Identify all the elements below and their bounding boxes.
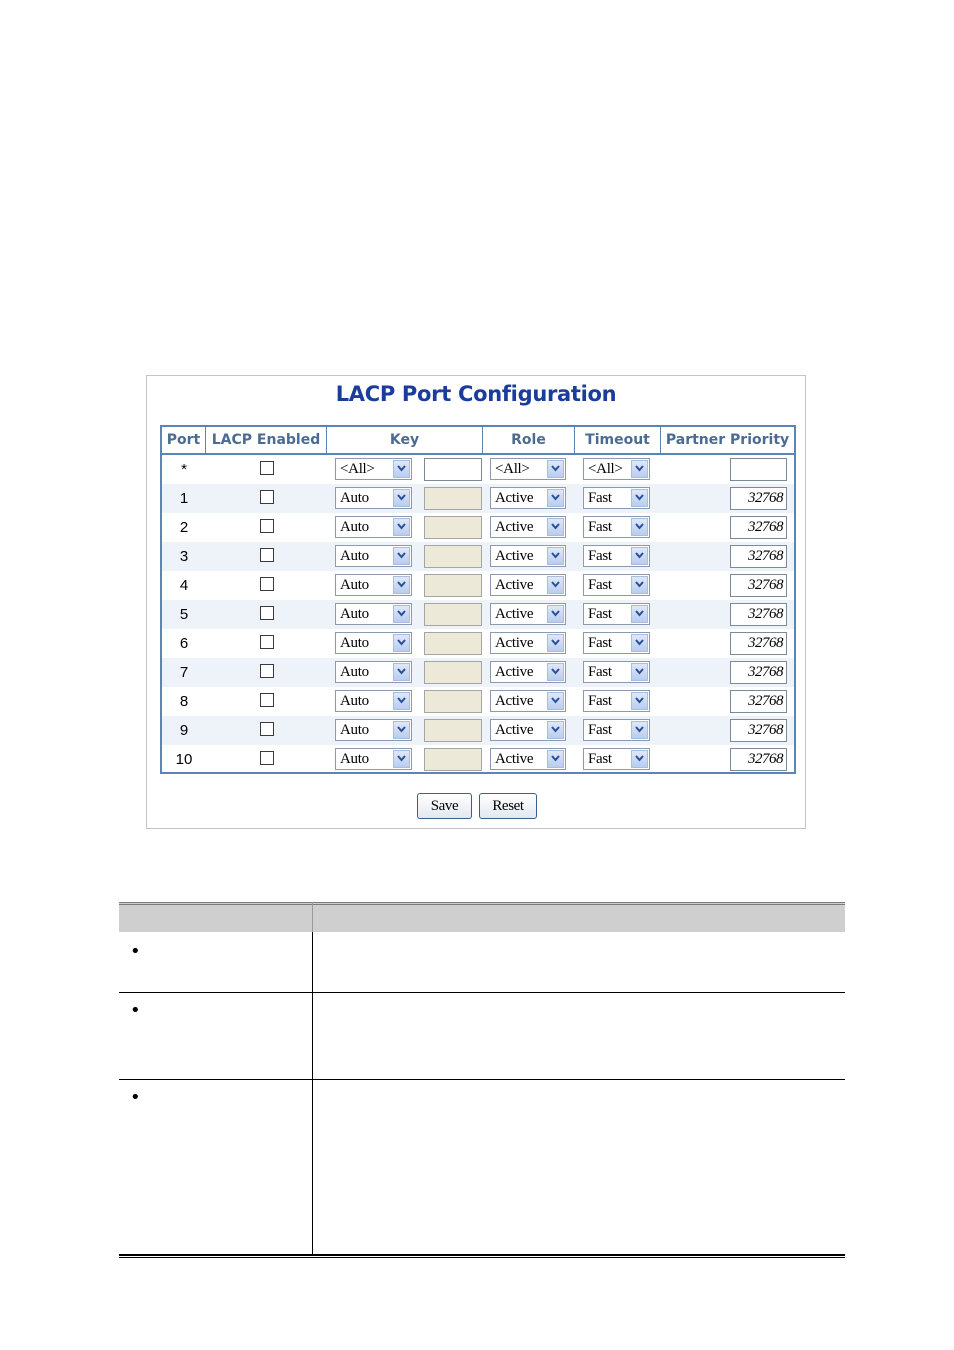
- key-value-input[interactable]: [424, 458, 482, 481]
- table-row: [162, 745, 794, 774]
- key-value-input[interactable]: [424, 632, 482, 655]
- key-select[interactable]: [335, 458, 412, 480]
- role-select[interactable]: [490, 719, 566, 741]
- table-row: [162, 600, 794, 629]
- key-select-value: Auto: [340, 548, 369, 564]
- lacp-port-table: [160, 425, 796, 774]
- key-select[interactable]: [335, 748, 412, 770]
- role-select-value: Active: [495, 519, 534, 535]
- lacp-enabled-checkbox[interactable]: [260, 577, 274, 591]
- header-role: Role: [483, 427, 575, 453]
- header-partner-priority: Partner Priority: [665, 432, 790, 448]
- chevron-down-icon: [547, 460, 564, 478]
- timeout-select[interactable]: [583, 574, 650, 596]
- partner-priority-input[interactable]: 32768: [730, 661, 787, 684]
- role-select[interactable]: [490, 516, 566, 538]
- port-cell: 8: [179, 693, 189, 710]
- chevron-down-icon: [547, 576, 564, 594]
- port-cell: 1: [179, 490, 189, 507]
- partner-priority-input[interactable]: 32768: [730, 632, 787, 655]
- table-row: [162, 629, 794, 658]
- key-value-input[interactable]: [424, 516, 482, 539]
- key-select-value: Auto: [340, 722, 369, 738]
- row-divider: [119, 992, 845, 993]
- port-cell: 2: [179, 519, 189, 536]
- save-button[interactable]: Save: [417, 793, 472, 819]
- role-select-value: Active: [495, 490, 534, 506]
- chevron-down-icon: [631, 547, 648, 565]
- key-select[interactable]: [335, 690, 412, 712]
- key-select-value: Auto: [340, 664, 369, 680]
- chevron-down-icon: [393, 692, 410, 710]
- key-select-value: Auto: [340, 635, 369, 651]
- port-cell: 6: [179, 635, 189, 652]
- description-table-header: [119, 902, 845, 932]
- table-row: [162, 484, 794, 513]
- timeout-select[interactable]: [583, 748, 650, 770]
- chevron-down-icon: [631, 634, 648, 652]
- key-value-input[interactable]: [424, 603, 482, 626]
- partner-priority-input[interactable]: 32768: [730, 545, 787, 568]
- chevron-down-icon: [393, 750, 410, 768]
- role-select[interactable]: [490, 632, 566, 654]
- chevron-down-icon: [393, 547, 410, 565]
- header-timeout: Timeout: [575, 427, 661, 453]
- chevron-down-icon: [631, 750, 648, 768]
- table-bottom-border: [119, 1254, 845, 1258]
- role-select[interactable]: [490, 748, 566, 770]
- chevron-down-icon: [547, 692, 564, 710]
- header-key: Key: [327, 427, 483, 453]
- port-cell: 9: [179, 722, 189, 739]
- lacp-enabled-checkbox[interactable]: [260, 606, 274, 620]
- header-divider: [312, 902, 313, 932]
- role-select[interactable]: [490, 458, 566, 480]
- chevron-down-icon: [631, 460, 648, 478]
- chevron-down-icon: [547, 750, 564, 768]
- timeout-select-value: Fast: [588, 664, 612, 680]
- timeout-select-value: Fast: [588, 606, 612, 622]
- row-divider: [119, 1079, 845, 1080]
- role-select[interactable]: [490, 574, 566, 596]
- timeout-select[interactable]: [583, 487, 650, 509]
- role-select-value: Active: [495, 722, 534, 738]
- reset-button[interactable]: Reset: [479, 793, 537, 819]
- chevron-down-icon: [393, 518, 410, 536]
- port-cell: 3: [179, 548, 189, 565]
- chevron-down-icon: [631, 489, 648, 507]
- role-select[interactable]: [490, 661, 566, 683]
- timeout-select[interactable]: [583, 516, 650, 538]
- key-select-value: Auto: [340, 519, 369, 535]
- key-select-value: Auto: [340, 577, 369, 593]
- role-select[interactable]: [490, 545, 566, 567]
- chevron-down-icon: [631, 721, 648, 739]
- key-select-value: Auto: [340, 693, 369, 709]
- role-select-value: Active: [495, 606, 534, 622]
- port-cell: 7: [179, 664, 189, 681]
- header-lacp-enabled: LACP Enabled: [206, 427, 327, 453]
- role-select[interactable]: [490, 690, 566, 712]
- lacp-enabled-checkbox[interactable]: [260, 722, 274, 736]
- timeout-select-value: Fast: [588, 519, 612, 535]
- column-divider: [312, 932, 313, 1254]
- chevron-down-icon: [631, 518, 648, 536]
- table-row-wildcard: [162, 455, 794, 484]
- key-select-value: Auto: [340, 751, 369, 767]
- partner-priority-input[interactable]: 32768: [730, 690, 787, 713]
- chevron-down-icon: [631, 663, 648, 681]
- timeout-select[interactable]: [583, 603, 650, 625]
- lacp-enabled-checkbox[interactable]: [260, 635, 274, 649]
- timeout-select-value: Fast: [588, 548, 612, 564]
- chevron-down-icon: [547, 663, 564, 681]
- port-cell: 5: [179, 606, 189, 623]
- partner-priority-input[interactable]: [730, 458, 787, 481]
- chevron-down-icon: [547, 634, 564, 652]
- chevron-down-icon: [393, 663, 410, 681]
- partner-priority-input[interactable]: 32768: [730, 603, 787, 626]
- port-cell: 4: [179, 577, 189, 594]
- chevron-down-icon: [631, 576, 648, 594]
- lacp-port-configuration-panel: [146, 375, 806, 829]
- table-row: [162, 513, 794, 542]
- key-value-input[interactable]: [424, 748, 482, 771]
- key-select-value: Auto: [340, 606, 369, 622]
- partner-priority-input[interactable]: 32768: [730, 748, 787, 771]
- partner-priority-input[interactable]: 32768: [730, 574, 787, 597]
- chevron-down-icon: [547, 518, 564, 536]
- timeout-select[interactable]: [583, 661, 650, 683]
- lacp-enabled-checkbox[interactable]: [260, 519, 274, 533]
- key-select[interactable]: [335, 574, 412, 596]
- timeout-select-value: Fast: [588, 635, 612, 651]
- key-select[interactable]: [335, 603, 412, 625]
- key-value-input[interactable]: [424, 690, 482, 713]
- partner-priority-input[interactable]: 32768: [730, 487, 787, 510]
- key-select[interactable]: [335, 719, 412, 741]
- key-select[interactable]: [335, 516, 412, 538]
- chevron-down-icon: [631, 605, 648, 623]
- chevron-down-icon: [547, 547, 564, 565]
- role-select-value: Active: [495, 751, 534, 767]
- key-select[interactable]: [335, 487, 412, 509]
- table-row: [162, 687, 794, 716]
- key-select[interactable]: [335, 632, 412, 654]
- chevron-down-icon: [393, 576, 410, 594]
- key-value-input[interactable]: [424, 545, 482, 568]
- timeout-select-value: Fast: [588, 751, 612, 767]
- timeout-select[interactable]: [583, 632, 650, 654]
- role-select[interactable]: [490, 603, 566, 625]
- description-table: [119, 902, 845, 1258]
- table-row: [162, 571, 794, 600]
- timeout-select-value: Fast: [588, 722, 612, 738]
- chevron-down-icon: [547, 605, 564, 623]
- role-select-value: <All>: [495, 461, 530, 477]
- chevron-down-icon: [393, 721, 410, 739]
- timeout-select-value: Fast: [588, 577, 612, 593]
- timeout-select-value: Fast: [588, 693, 612, 709]
- key-select[interactable]: [335, 661, 412, 683]
- table-row: [162, 658, 794, 687]
- chevron-down-icon: [393, 634, 410, 652]
- port-cell: 10: [175, 751, 193, 768]
- role-select-value: Active: [495, 548, 534, 564]
- role-select-value: Active: [495, 664, 534, 680]
- lacp-enabled-checkbox[interactable]: [260, 751, 274, 765]
- chevron-down-icon: [393, 460, 410, 478]
- bullet-object: •: [130, 1000, 141, 1021]
- chevron-down-icon: [631, 692, 648, 710]
- key-value-input[interactable]: [424, 574, 482, 597]
- lacp-enabled-checkbox[interactable]: [260, 548, 274, 562]
- bullet-object: •: [130, 1087, 141, 1108]
- key-select[interactable]: [335, 545, 412, 567]
- timeout-select-value: Fast: [588, 490, 612, 506]
- timeout-select[interactable]: [583, 458, 650, 480]
- table-header: [162, 427, 794, 455]
- table-row: [162, 542, 794, 571]
- key-value-input[interactable]: [424, 661, 482, 684]
- partner-priority-input[interactable]: 32768: [730, 516, 787, 539]
- bullet-object: •: [130, 941, 141, 962]
- chevron-down-icon: [547, 489, 564, 507]
- key-select-value: Auto: [340, 490, 369, 506]
- lacp-enabled-checkbox[interactable]: [260, 461, 274, 475]
- key-select-value: <All>: [340, 461, 375, 477]
- lacp-enabled-checkbox[interactable]: [260, 490, 274, 504]
- port-cell: *: [181, 461, 187, 478]
- chevron-down-icon: [393, 489, 410, 507]
- lacp-enabled-checkbox[interactable]: [260, 693, 274, 707]
- timeout-select-value: <All>: [588, 461, 623, 477]
- role-select[interactable]: [490, 487, 566, 509]
- timeout-select[interactable]: [583, 719, 650, 741]
- role-select-value: Active: [495, 693, 534, 709]
- lacp-enabled-checkbox[interactable]: [260, 664, 274, 678]
- role-select-value: Active: [495, 577, 534, 593]
- timeout-select[interactable]: [583, 690, 650, 712]
- table-row: [162, 716, 794, 745]
- key-value-input[interactable]: [424, 719, 482, 742]
- role-select-value: Active: [495, 635, 534, 651]
- timeout-select[interactable]: [583, 545, 650, 567]
- chevron-down-icon: [547, 721, 564, 739]
- panel-title: LACP Port Configuration: [335, 382, 617, 406]
- chevron-down-icon: [393, 605, 410, 623]
- header-port: Port: [162, 427, 206, 453]
- partner-priority-input[interactable]: 32768: [730, 719, 787, 742]
- key-value-input[interactable]: [424, 487, 482, 510]
